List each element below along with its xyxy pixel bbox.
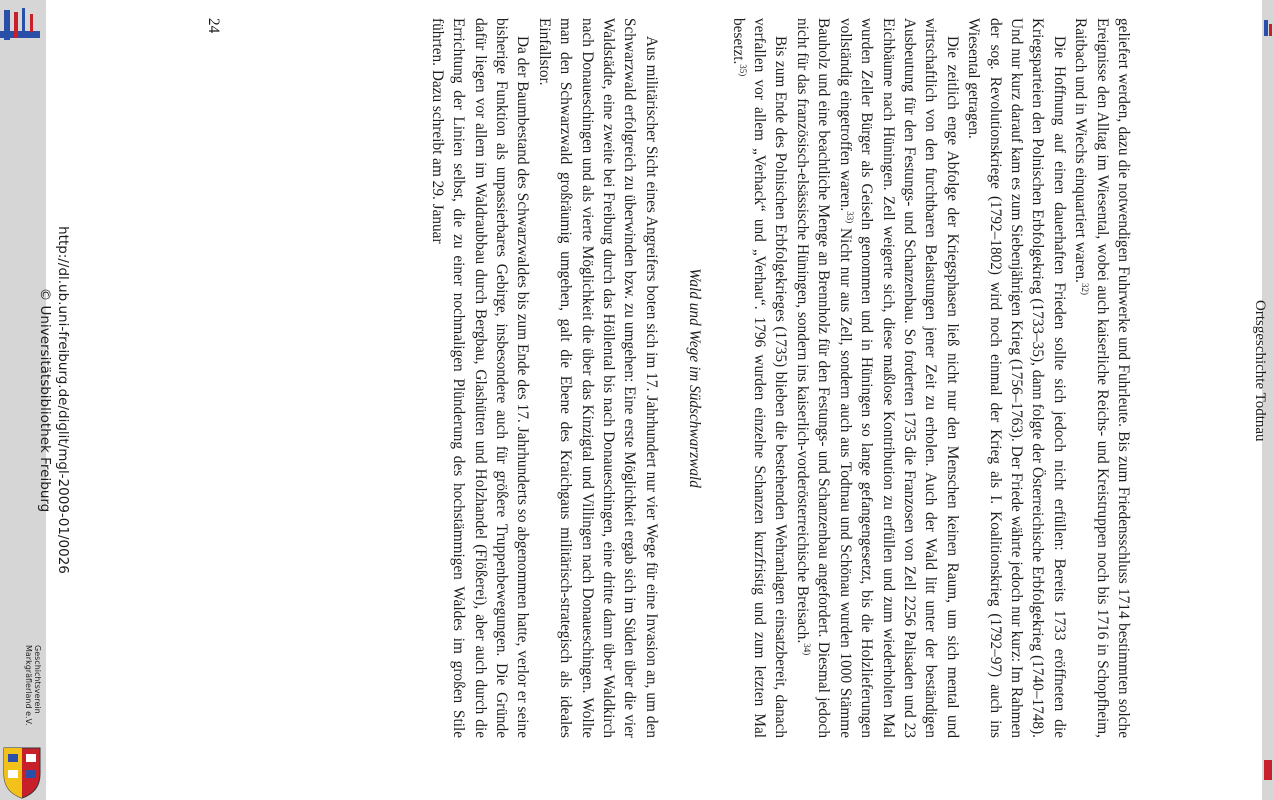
- running-head-text: Ortsgeschichte Todtnau: [1252, 300, 1268, 442]
- running-head: [1222, 0, 1268, 800]
- footnote-ref: 33): [844, 211, 855, 224]
- section-heading: Wald und Wege im Südschwarzwald: [686, 268, 704, 488]
- paragraph: Aus militärischer Sicht eines Angreifers boten sich im 17. Jahrhundert nur vier Wege für eine Invasion an, um den Schwarzwald erfolgreich zu überwinden bzw. zu umgehen: Eine erste Möglichkeit ergab sich im Süden über die vier Waldstädte, eine zweite bei Freiburg durch das Höllental bis nach Donaueschingen, eine dritte dann über Waldkirch nach Donaueschingen und als vierte Möglichkeit die über das Kinzigtal und Villingen nach Donaueschingen. Wollte man den Schwarzwald großräumig umgehen, galt die Ebene des Kraichgaus militärisch-strategisch als ideales Einfallstor.: [535, 18, 660, 738]
- body-text: [426, 18, 1134, 738]
- page-number: 24: [205, 18, 222, 34]
- paragraph: Da der Baumbestand des Schwarzwaldes bis zum Ende des 17. Jahrhunderts so abgenommen hatte, verlor er seine bisherige Funktion als unpassierbares Gebirge, insbesondere auch für größere Truppenbewegungen. Die Gründe dafür liegen vor allem im Waldraubbau durch Bergbau, Glashütten und Holzhandel (Flößerei), aber auch durch die Errichtung der Linien selbst, die zu einer nochmaligen Plünderung des hochstämmigen Waldes im großen Stile führten. Dazu schreibt am 29. Januar: [428, 18, 532, 738]
- footer-url-link[interactable]: http://dl.ub.uni-freiburg.de/diglit/mgl-2009-01/0026: [55, 226, 71, 574]
- society-suffix: Markgräflerland e.V.: [24, 645, 33, 726]
- paragraph: Die zeitlich enge Abfolge der Kriegsphasen ließ nicht nur den Menschen keinen Raum, um sich mental und wirtschaftlich von den furchtbaren Belastungen jener Zeit zu erholen. Auch der Wald litt unter der beständigen Ausbeutung für den Festungs- und Schanzenbau. So forderten 1735 die Franzosen von Zell 2256 Palisaden und 23 Eichbäume nach Hüningen. Zell weigerte sich, diese maßlose Kontribution zu erfüllen und zum wiederholten Mal wurden Zeller Bürger als Geiseln genommen und in Hüningen so lange gefangengesetzt, bis die Holzlieferungen vollständig eingetroffen waren.$^{33)}$ Nicht nur aus Zell, sondern auch aus Todtnau und Schönau wurden 1000 Stämme Bauholz und eine beachtliche Menge an Brennholz für den Festungs- und Schanzenbau angefordert. Diesmal jedoch nicht für das französisch-elsässische Hüningen, sondern ins kaiserlich-vorderösterreichische Breisach.$^{34)}$: [793, 18, 961, 738]
- footnote-ref: 35): [737, 64, 748, 77]
- footnote-ref: 32): [1080, 283, 1091, 296]
- paragraph: geliefert werden, dazu die notwendigen Fuhrwerke und Fuhrleute. Bis zum Friedensschluss 1714 bestimmten solche Ereignisse den Alltag im Wiesental, wobei auch kaiserliche Reichs- und Kreistruppen noch bis 1716 in Schopfheim, Raitbach und in Wiechs einquartiert waren.$^{32)}$: [1072, 18, 1132, 738]
- paragraph: Bis zum Ende des Polnischen Erbfolgekrieges (1735) blieben die bestehenden Wehranlagen einsatzbereit, danach verfallen vor allem „Verhack“ und „Verhau“. 1796 wurden einzelne Schanzen kurzfristig und zum letzten Mal besetzt.$^{35)}$: [729, 18, 790, 738]
- footer-copyright: © Universitätsbibliothek Freiburg: [37, 287, 53, 513]
- society-name: Geschichtsverein: [33, 645, 42, 714]
- footnote-ref: 34): [802, 643, 812, 656]
- paragraph: Die Hoffnung auf einen dauerhaften Frieden sollte sich jedoch nicht erfüllen: Bereits 1733 eröffneten die Kriegsparteien den Polnischen Erbfolgekrieg (1733–35), dann folgte der Österreichische Erbfolgekrieg (1740–1748). Und nur kurz darauf kam es zum Siebenjährigen Krieg (1756–1763). Der Friede währte jedoch nur kurz: Im Rahmen der sog. Revolutionskriege (1792–1802) wird noch einmal der Krieg als I. Koalitionskrieg (1792–97) auch ins Wiesental getragen.: [965, 18, 1068, 738]
